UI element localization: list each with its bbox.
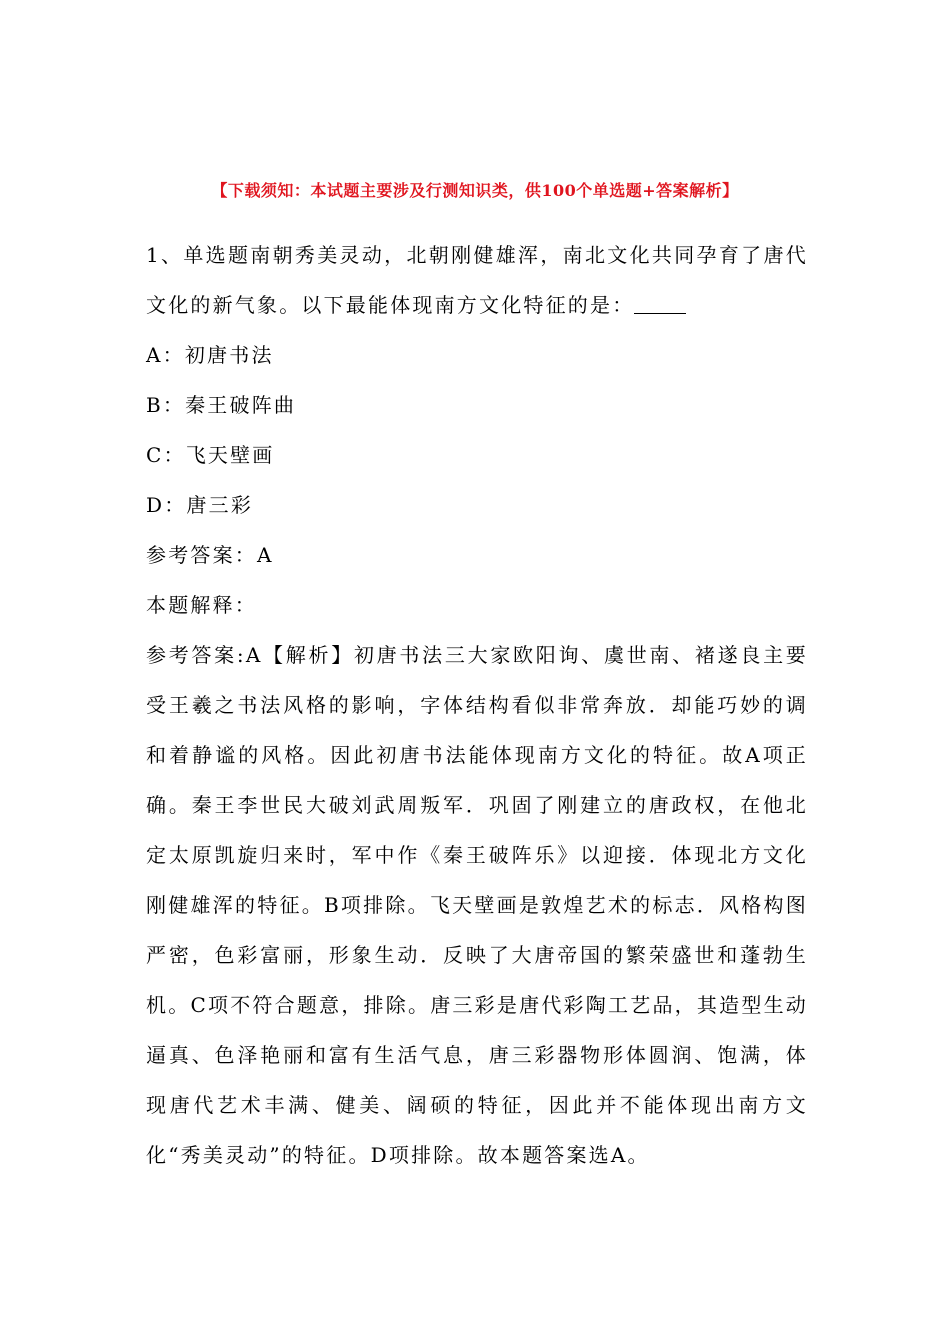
explanation-label: 本题解释： xyxy=(146,593,257,617)
option-a: A：初唐书法 xyxy=(146,343,274,367)
question-stem-text: 1、单选题南朝秀美灵动，北朝刚健雄浑，南北文化共同孕育了唐代文化的新气象。以下最能体现南方文化特征的是： xyxy=(146,243,808,317)
option-d: D：唐三彩 xyxy=(146,493,254,517)
explanation-text: 参考答案:A【解析】初唐书法三大家欧阳询、虞世南、褚遂良主要受王羲之书法风格的影响，字体结构看似非常奔放．却能巧妙的调和着静谧的风格。因此初唐书法能体现南方文化的特征。故A项正确。秦王李世民大破刘武周叛军．巩固了刚建立的唐政权，在他北定太原凯旋归来时，军中作《秦王破阵乐》以迎接．体现北方文化刚健雄浑的特征。B项排除。飞天壁画是敦煌艺术的标志．风格构图严密，色彩富丽，形象生动．反映了大唐帝国的繁荣盛世和蓬勃生机。C项不符合题意，排除。唐三彩是唐代彩陶工艺品，其造型生动逼真、色泽艳丽和富有生活气息，唐三彩器物形体圆润、饱满，体现唐代艺术丰满、健美、阔硕的特征，因此并不能体现出南方文化“秀美灵动”的特征。D项排除。故本题答案选A。 xyxy=(146,643,808,1167)
reference-answer: 参考答案：A xyxy=(146,543,274,567)
option-b: B：秦王破阵曲 xyxy=(146,393,297,417)
option-c: C：飞天壁画 xyxy=(146,443,275,467)
answer-blank xyxy=(634,293,686,314)
question-stem xyxy=(146,230,808,330)
question-block xyxy=(146,230,808,1180)
download-notice: 【下载须知：本试题主要涉及行测知识类，供100个单选题+答案解析】 xyxy=(211,181,739,200)
